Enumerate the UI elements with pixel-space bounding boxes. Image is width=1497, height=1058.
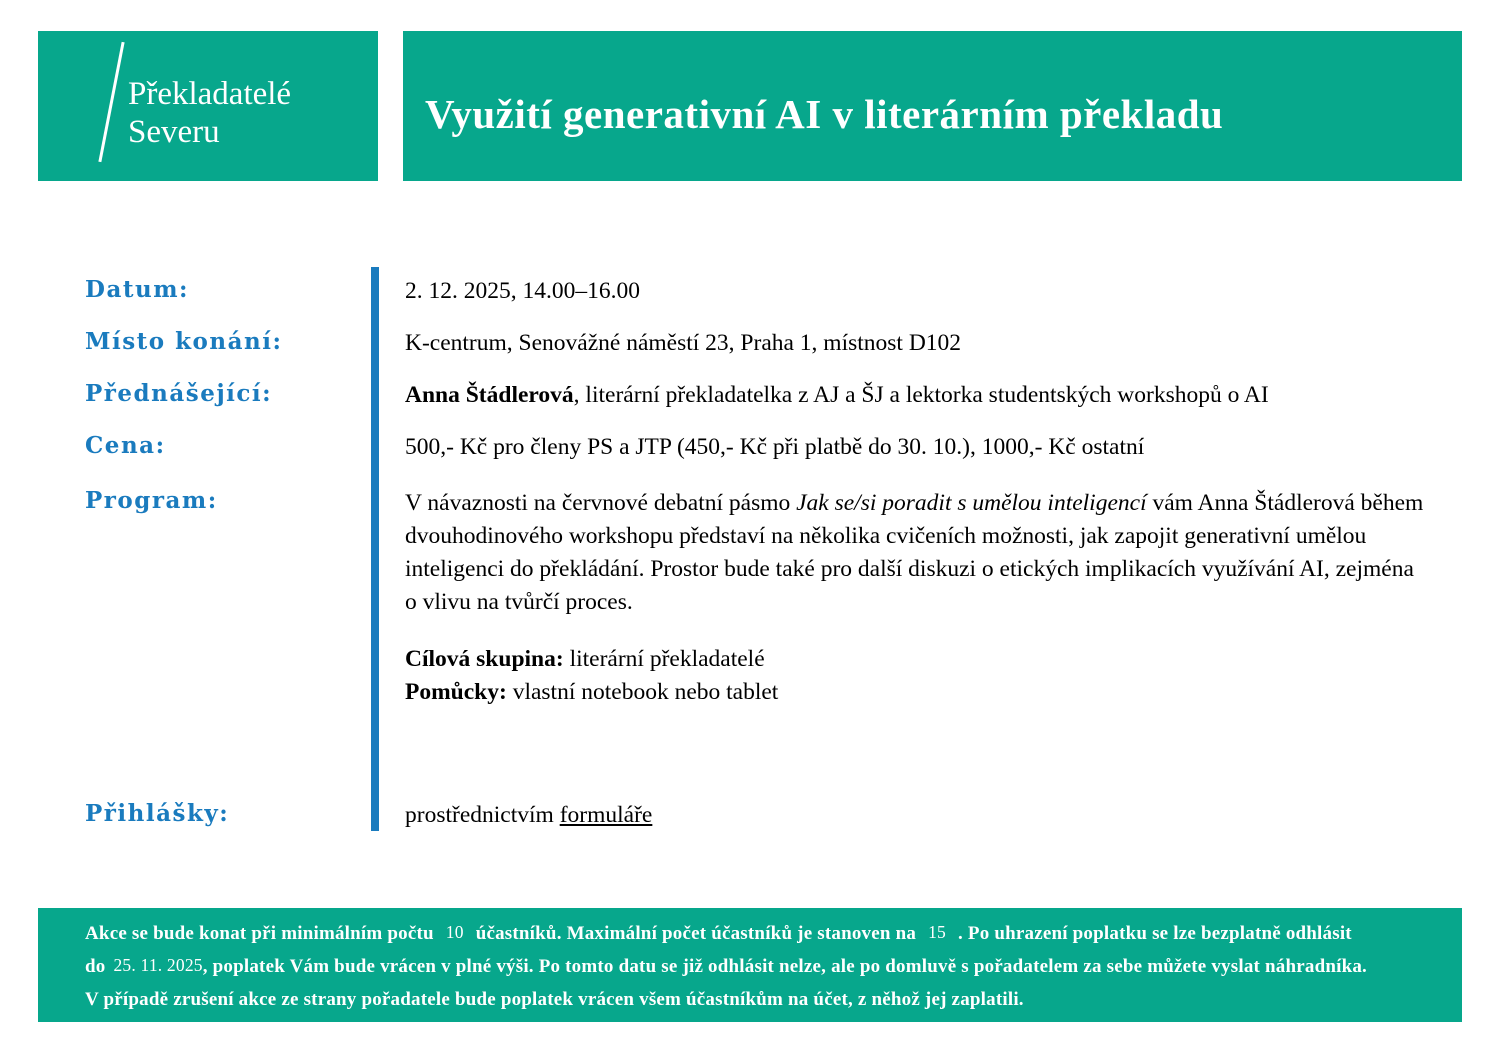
form-link[interactable]: formuláře: [559, 802, 653, 828]
footer-line-2: [85, 950, 1462, 983]
speaker-name: Anna Štádlerová: [405, 382, 574, 408]
logo-line-1: Překladatelé: [128, 76, 292, 112]
footer-line2-text-b: , poplatek Vám bude vrácen v plné výši. Po tomto datu se již odhlásit nelze, ale po domluvě s pořadatelem za sebe můžete vyslat náhradníka.: [202, 956, 1368, 977]
label-program: Program:: [85, 487, 218, 514]
value-misto-konani: K-centrum, Senovážné náměstí 23, Praha 1, místnost D102: [405, 330, 962, 356]
logo-box: [38, 31, 378, 181]
footer-line-3: V případě zrušení akce ze strany pořadatele bude poplatek vrácen všem účastníkům na účet, z něhož jej zaplatili.: [85, 989, 1024, 1010]
target-group-line: [405, 643, 1425, 676]
target-group-value: literární překladatelé: [563, 646, 765, 672]
min-participants-value: 10: [445, 922, 464, 942]
logo-line-2: Severu: [128, 114, 220, 150]
value-prihlasky: [405, 799, 1425, 832]
program-extra-lines: [405, 643, 1425, 709]
footer-line1-text-a: Akce se bude konat při minimálním počtu: [85, 923, 434, 944]
label-prihlasky: Přihlášky:: [85, 800, 230, 827]
tools-label: Pomůcky:: [405, 679, 507, 705]
value-cena: 500,- Kč pro členy PS a JTP (450,- Kč při platbě do 30. 10.), 1000,- Kč ostatní: [405, 434, 1145, 460]
tools-line: [405, 676, 1425, 709]
footer-line1-text-b: účastníků. Maximální počet účastníků je stanoven na: [475, 923, 917, 944]
label-datum: Datum:: [85, 276, 190, 303]
footer-line-1: [85, 917, 1462, 950]
label-cena: Cena:: [85, 432, 166, 459]
value-datum: 2. 12. 2025, 14.00–16.00: [405, 278, 640, 304]
title-box: [403, 31, 1462, 181]
logo-text: [128, 75, 291, 151]
max-participants-value: 15: [928, 922, 946, 942]
program-text-before: V návaznosti na červnové debatní pásmo: [405, 490, 797, 516]
label-prednasejici: Přednášející:: [85, 380, 273, 407]
details-separator-line: [371, 267, 379, 831]
program-paragraph: [405, 487, 1425, 619]
program-text-after: vám Anna Štádlerová během dvouhodinového workshopu představí na několika cvičeních možnosti, jak zapojit generativní umělou inteligenci do překládání. Prostor bude také pro další diskuzi o etických implikacích využívání AI, zejména o vlivu na tvůrčí proces.: [405, 490, 1424, 615]
target-group-label: Cílová skupina:: [405, 646, 564, 672]
footer-line1-text-c: . Po uhrazení poplatku se lze bezplatně odhlásit: [957, 923, 1352, 944]
cancellation-deadline-value: 25. 11. 2025: [113, 955, 203, 975]
program-text-italic: Jak se/si poradit s umělou inteligencí: [796, 490, 1147, 516]
footer-bar: [38, 908, 1462, 1022]
footer-line2-text-a: do: [85, 956, 106, 977]
label-misto-konani: Místo konání:: [85, 328, 283, 355]
registration-prefix: prostřednictvím: [405, 802, 560, 828]
page-title: Využití generativní AI v literárním překladu: [425, 91, 1224, 137]
tools-value: vlastní notebook nebo tablet: [506, 679, 779, 705]
value-prednasejici: [405, 379, 1425, 412]
logo-slash-icon: [98, 42, 124, 162]
speaker-description: , literární překladatelka z AJ a ŠJ a lektorka studentských workshopů o AI: [573, 382, 1269, 408]
